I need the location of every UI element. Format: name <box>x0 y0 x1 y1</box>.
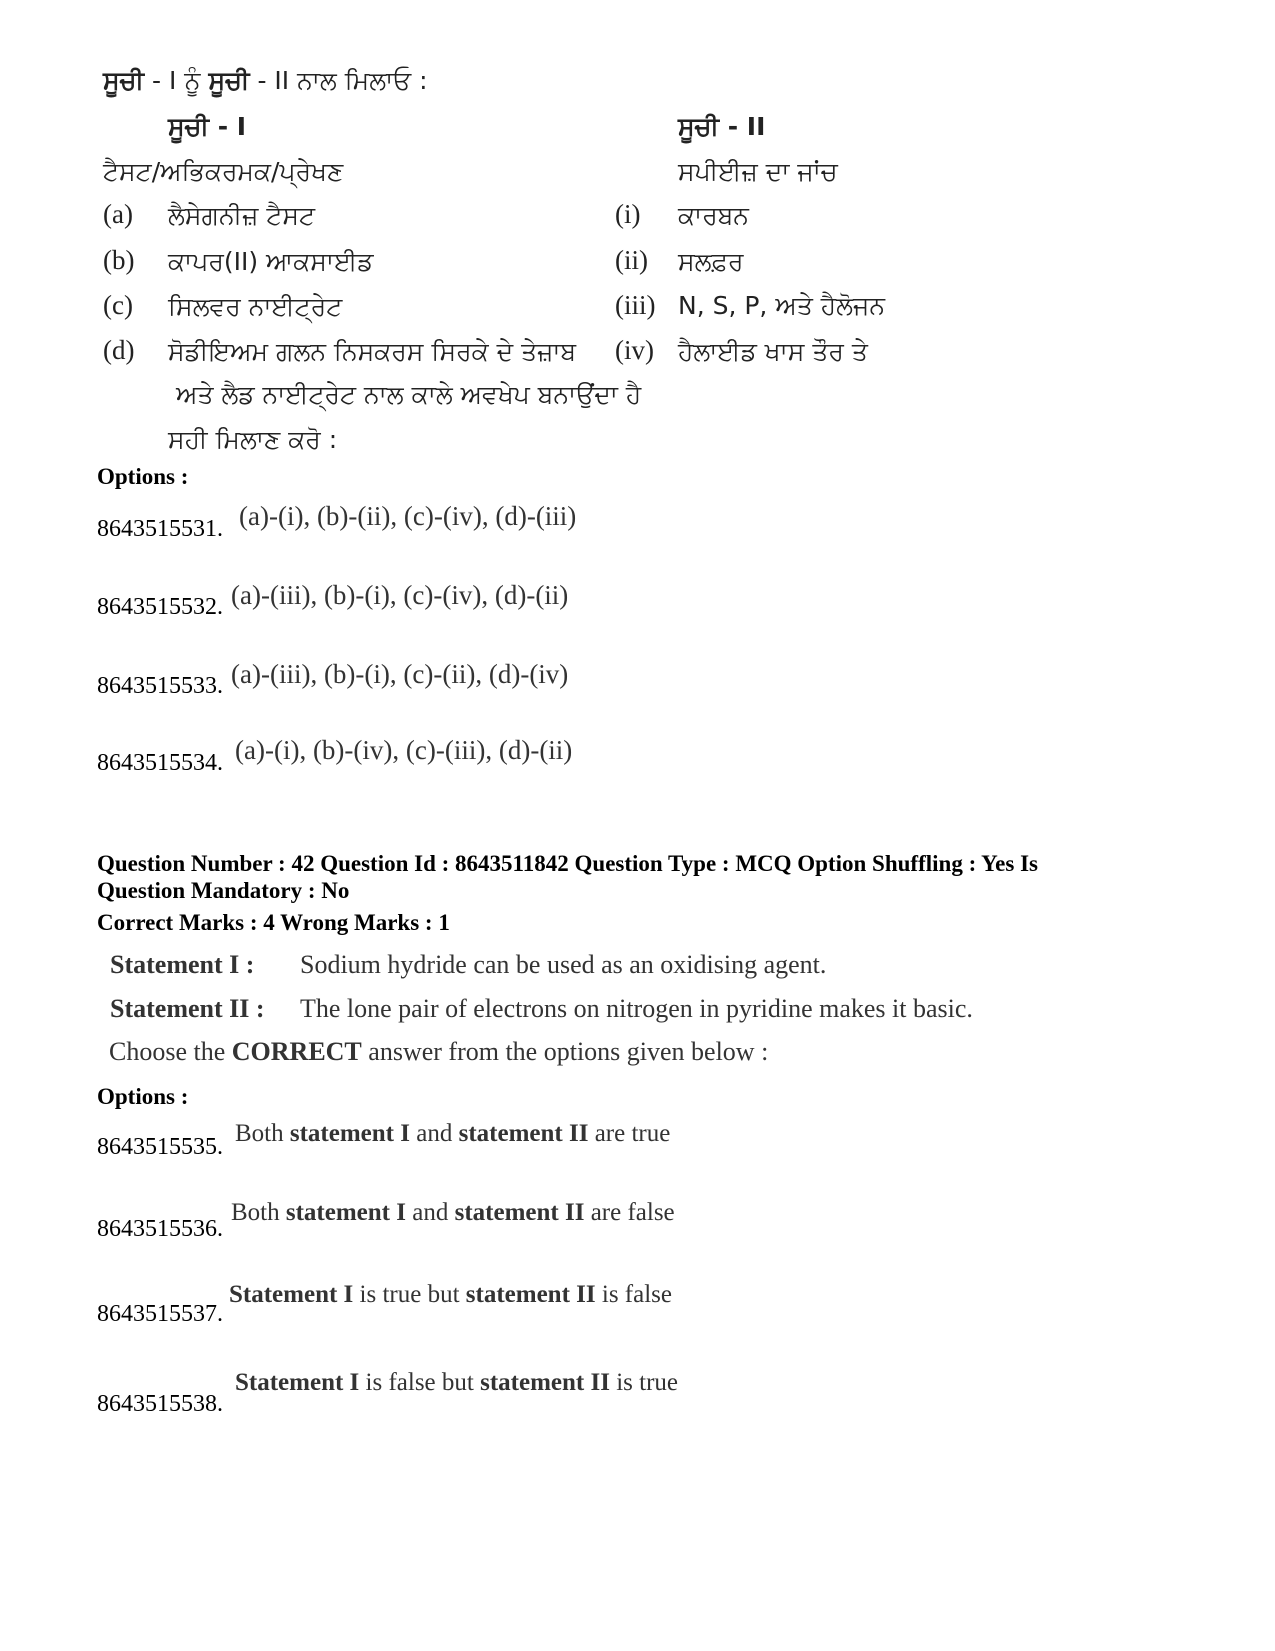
option-text[interactable] <box>231 1199 675 1227</box>
option-id: 8643515537. <box>97 1301 223 1327</box>
match-instruction <box>103 66 428 96</box>
option-text-part: is true but <box>353 1281 466 1308</box>
list1-item: ਸਿਲਵਰ ਨਾਈਟ੍ਰੇਟ <box>168 292 343 321</box>
statement2-text: The lone pair of electrons on nitrogen in pyridine makes it basic. <box>300 994 973 1023</box>
list2-marker: (iv) <box>615 335 654 365</box>
statement1-label: Statement I : <box>110 950 255 979</box>
list1-subheading: ਟੈਸਟ/ਅਭਿਕਰਮਕ/ਪ੍ਰੇਖਣ <box>103 157 344 186</box>
option-text-part: Both <box>231 1199 286 1226</box>
options-label: Options : <box>97 1084 189 1109</box>
list1-marker: (d) <box>103 335 135 365</box>
option-text-part: statement II <box>465 1281 596 1308</box>
option-text[interactable]: (a)-(iii), (b)-(i), (c)-(ii), (d)-(iv) <box>231 659 569 689</box>
option-id: 8643515535. <box>97 1134 223 1160</box>
list1-marker: (c) <box>103 290 133 320</box>
option-text-part: Both <box>235 1120 290 1147</box>
choose-part: Choose the <box>109 1037 232 1066</box>
option-text-part: statement I <box>285 1199 406 1226</box>
list2-item: N, S, P, ਅਤੇ ਹੈਲੋਜਨ <box>678 291 885 320</box>
option-id: 8643515531. <box>97 516 223 542</box>
instruction-list1-word: ਸੂਚੀ <box>103 66 145 95</box>
list1-item: ਕਾਪਰ(II) ਆਕਸਾਈਡ <box>168 247 374 276</box>
option-text-part: are true <box>588 1120 671 1147</box>
list1-item: ਲੈਸੇਗਨੀਜ਼ ਟੈਸਟ <box>168 201 316 230</box>
option-text-part: statement II <box>454 1199 585 1226</box>
question-meta: Question Number : 42 Question Id : 8643511842 Question Type : MCQ Option Shuffling : Yes Is <box>97 851 1038 876</box>
options-label: Options : <box>97 464 189 489</box>
option-id: 8643515533. <box>97 673 223 699</box>
instruction-part: - II ਨਾਲ ਮਿਲਾਓ : <box>249 66 428 95</box>
question-meta: Question Mandatory : No <box>97 878 350 903</box>
list1-marker: (a) <box>103 199 133 229</box>
choose-part: answer from the options given below : <box>361 1037 769 1066</box>
option-text-part: is false but <box>359 1369 481 1396</box>
list2-item: ਹੈਲਾਈਡ ਖਾਸ ਤੌਰ ਤੇ <box>678 337 868 366</box>
list1-item: ਸੋਡੀਇਅਮ ਗਲਨ ਨਿਸਕਰਸ ਸਿਰਕੇ ਦੇ ਤੇਜ਼ਾਬ <box>168 337 577 366</box>
marks-info: Correct Marks : 4 Wrong Marks : 1 <box>97 910 450 935</box>
option-text-part: Statement I <box>229 1281 354 1308</box>
instruction-list2-word: ਸੂਚੀ <box>208 66 250 95</box>
list2-marker: (i) <box>615 199 641 229</box>
option-id: 8643515532. <box>97 594 223 620</box>
option-id: 8643515538. <box>97 1391 223 1417</box>
statement2-label: Statement II : <box>110 994 265 1023</box>
option-text-part: statement II <box>480 1369 610 1396</box>
list1-marker: (b) <box>103 245 135 275</box>
option-text-part: and <box>409 1120 459 1147</box>
option-text[interactable] <box>235 1369 678 1397</box>
match-closing: ਸਹੀ ਮਿਲਾਣ ਕਰੋ : <box>168 425 338 454</box>
option-text[interactable] <box>235 1120 670 1148</box>
list1-heading: ਸੂਚੀ - I <box>168 112 247 141</box>
option-text[interactable]: (a)-(i), (b)-(ii), (c)-(iv), (d)-(iii) <box>239 501 577 531</box>
list2-marker: (iii) <box>615 290 656 320</box>
option-text[interactable] <box>229 1281 672 1309</box>
option-text[interactable]: (a)-(i), (b)-(iv), (c)-(iii), (d)-(ii) <box>235 735 573 765</box>
option-text-part: statement I <box>289 1120 410 1147</box>
list2-heading: ਸੂਚੀ - II <box>678 112 766 141</box>
option-text-part: and <box>405 1199 455 1226</box>
list2-marker: (ii) <box>615 245 648 275</box>
list1-item-continuation: ਅਤੇ ਲੈਡ ਨਾਈਟ੍ਰੇਟ ਨਾਲ ਕਾਲੇ ਅਵਖੇਪ ਬਨਾਉਂਦਾ ਹੈ <box>176 380 642 409</box>
option-text-part: is true <box>609 1369 678 1396</box>
option-text-part: Statement I <box>235 1369 360 1396</box>
list2-subheading: ਸਪੀਈਜ਼ ਦਾ ਜਾਂਚ <box>678 157 838 186</box>
choose-emphasis: CORRECT <box>231 1037 362 1066</box>
option-text-part: are false <box>584 1199 675 1226</box>
option-text[interactable]: (a)-(iii), (b)-(i), (c)-(iv), (d)-(ii) <box>231 580 569 610</box>
statement1-text: Sodium hydride can be used as an oxidising agent. <box>300 950 827 979</box>
list2-item: ਕਾਰਬਨ <box>678 201 749 230</box>
option-text-part: is false <box>595 1281 672 1308</box>
option-text-part: statement II <box>458 1120 589 1147</box>
choose-instruction <box>109 1037 768 1067</box>
option-id: 8643515536. <box>97 1216 223 1242</box>
list2-item: ਸਲਫ਼ਰ <box>678 247 744 276</box>
instruction-part: - I ਨੂੰ <box>144 66 209 95</box>
option-id: 8643515534. <box>97 750 223 776</box>
